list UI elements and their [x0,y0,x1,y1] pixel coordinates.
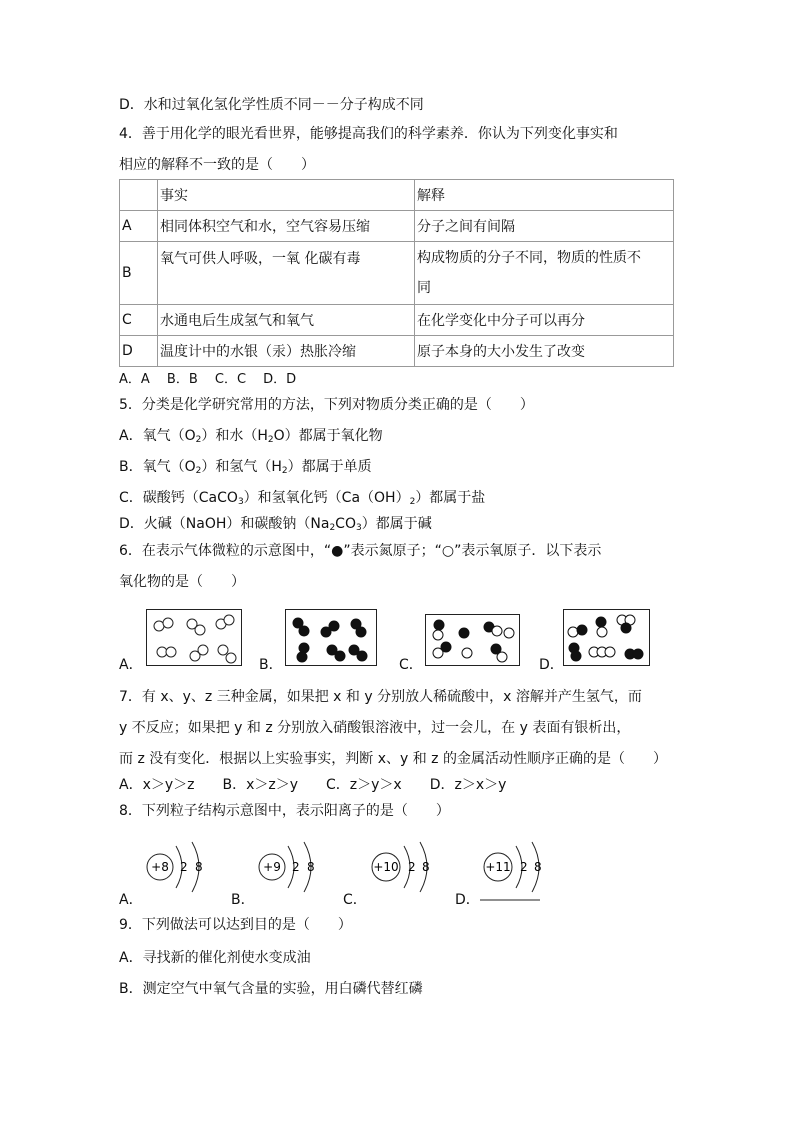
shell-count: 8 [534,860,542,874]
molecule-diagram-a [146,609,242,666]
shell-count: 2 [292,860,300,874]
atom-diagram-b [252,836,318,898]
row-explain-line1: 构成物质的分子不同，物质的性质不 [417,250,641,266]
shell-count: 2 [180,860,188,874]
molecule-diagram-d [563,609,650,666]
row-explain: 分子之间有间隔 [415,211,674,242]
q7-line-1: 7．有 x、y、z 三种金属，如果把 x 和 y 分别放人稀硫酸中，x 溶解并产生氢气，而 [119,689,642,705]
table-row [120,305,674,336]
oxygen-molecules-icon [147,610,241,665]
nucleus-label: +11 [485,860,511,874]
mixed-molecules-icon [564,610,649,665]
q5-option-c: C．碳酸钙（CaCO$_3$）和氢氧化钙$(Ca(OH)_2)$都属于盐 [119,490,486,507]
nitric-oxide-molecules-icon [426,615,519,665]
table-row [120,211,674,242]
atom-diagram-d [476,836,546,902]
row-explain: 在化学变化中分子可以再分 [415,305,674,336]
q4-stem-2: 相应的解释不一致的是（ ） [119,157,315,173]
q6-stem-2: 氧化物的是（ ） [119,574,245,590]
q6-label-a: A． [119,657,143,673]
atom-diagram-a [140,836,206,898]
q5-option-d: D．火碱（NaOH）和碳酸钠$(Na_2CO_3)$都属于碱 [119,516,432,533]
q7-line-3: 而 z 没有变化．根据以上实验事实，判断 x、y 和 z 的金属活动性顺序正确的是（ ） [119,751,667,767]
q7-line-2: y 不反应；如果把 y 和 z 分别放入硝酸银溶液中，过一会儿，在 y 表面有银析出， [119,720,631,736]
row-key: A [120,211,158,242]
shell-count: 2 [408,860,416,874]
nitrogen-molecules-icon [286,610,376,665]
q4-options: A．A B．B C．C D．D [119,372,297,387]
row-key: B [120,242,158,305]
row-fact: 水通电后生成氢气和氧气 [158,305,415,336]
q6-label-b: B． [259,657,283,673]
nucleus-label: +8 [151,860,169,874]
row-fact: 氧气可供人呼吸，一氧 化碳有毒 [158,242,415,305]
q6-label-c: C． [399,657,423,673]
q8-label-c: C． [343,892,367,908]
table-cell [120,180,158,211]
q4-table [119,179,674,367]
nucleus-label: +10 [373,860,399,874]
row-key: D [120,336,158,367]
q9-stem: 9．下列做法可以达到目的是（ ） [119,917,352,933]
row-explain-line2: 同 [417,280,431,296]
q9-option-b: B．测定空气中氧气含量的实验，用白磷代替红磷 [119,981,423,997]
q5-option-b: B．氧气$(O_2)$和氢气$(H_2)$都属于单质 [119,459,372,476]
table-header-row [120,180,674,211]
q8-label-d: D． [455,892,480,908]
shell-count: 8 [307,860,315,874]
molecule-diagram-c [425,614,520,666]
q9-option-a: A．寻找新的催化剂使水变成油 [119,950,311,966]
q6-stem-1: 6．在表示气体微粒的示意图中，“●”表示氮原子；“○”表示氧原子．以下表示 [119,543,602,559]
shell-count: 8 [422,860,430,874]
q5-stem: 5．分类是化学研究常用的方法，下列对物质分类正确的是（ ） [119,397,534,413]
molecule-diagram-b [285,609,377,666]
shell-count: 2 [520,860,528,874]
shell-count: 8 [195,860,203,874]
q5-option-a: A．氧气$(O_2)$和水$(H_2O)$都属于氧化物 [119,428,383,445]
option-d-prev: D．水和过氧化氢化学性质不同－－分子构成不同 [119,97,424,113]
q8-label-b: B． [231,892,255,908]
q6-label-d: D． [539,657,564,673]
row-fact: 相同体积空气和水，空气容易压缩 [158,211,415,242]
table-row [120,336,674,367]
atom-diagram-c [364,836,434,898]
row-explain [415,242,674,305]
q7-options: A．x＞y＞z B．x＞z＞y C．z＞y＞x D．z＞x＞y [119,777,507,793]
table-header-explain: 解释 [415,180,674,211]
q8-stem: 8．下列粒子结构示意图中，表示阳离子的是（ ） [119,803,450,819]
q4-stem-1: 4．善于用化学的眼光看世界，能够提高我们的科学素养．你认为下列变化事实和 [119,126,618,142]
row-key: C [120,305,158,336]
nucleus-label: +9 [263,860,281,874]
table-header-fact: 事实 [158,180,415,211]
row-fact: 温度计中的水银（汞）热胀冷缩 [158,336,415,367]
row-explain: 原子本身的大小发生了改变 [415,336,674,367]
table-row [120,242,674,305]
q8-label-a: A． [119,892,143,908]
